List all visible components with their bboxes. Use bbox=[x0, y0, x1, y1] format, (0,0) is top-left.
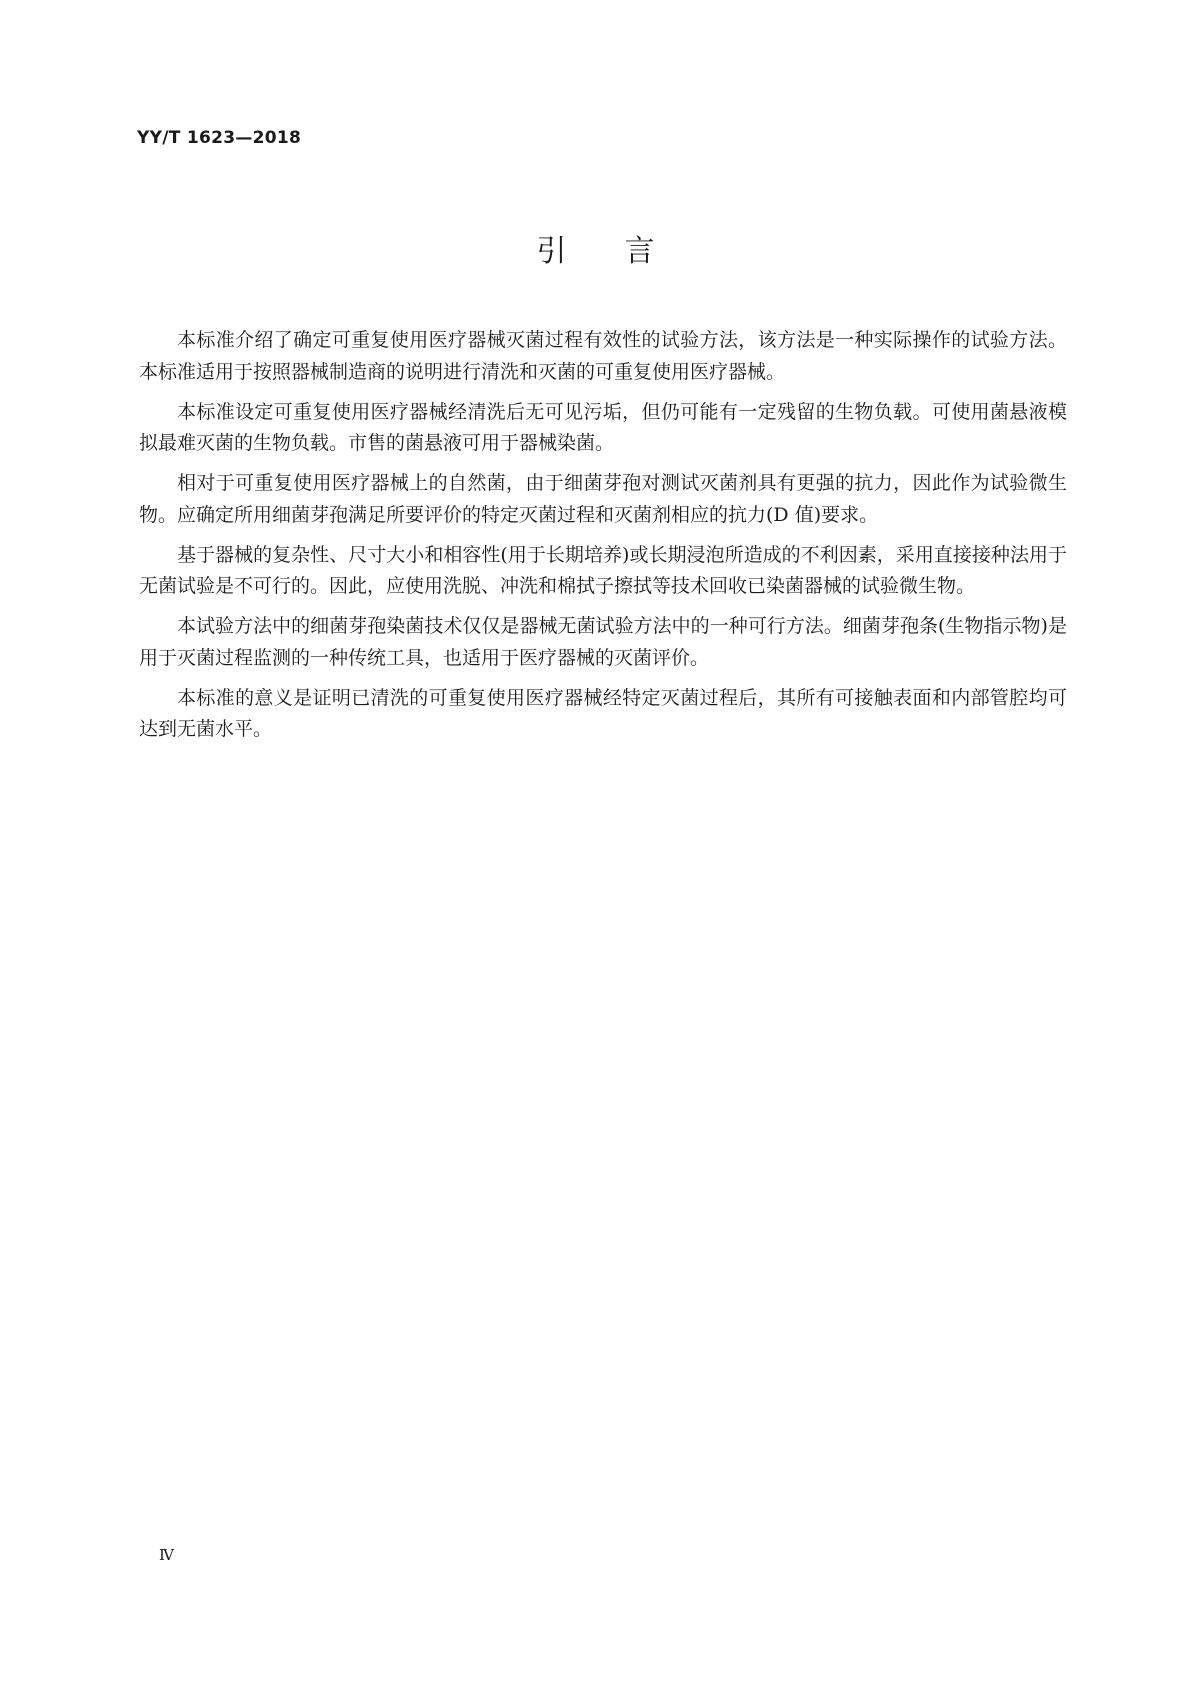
standard-code: YY/T 1623—2018 bbox=[137, 128, 302, 148]
section-title bbox=[0, 226, 1191, 270]
paragraph: 相对于可重复使用医疗器械上的自然菌，由于细菌芽孢对测试灭菌剂具有更强的抗力，因此作为试验微生物。应确定所用细菌芽孢满足所要评价的特定灭菌过程和灭菌剂相应的抗力(D 值)要求。 bbox=[139, 472, 1067, 526]
paragraph: 本标准设定可重复使用医疗器械经清洗后无可见污垢，但仍可能有一定残留的生物负载。可使用菌悬液模拟最难灭菌的生物负载。市售的菌悬液可用于器械染菌。 bbox=[139, 400, 1067, 454]
page-number: Ⅳ bbox=[159, 1546, 174, 1564]
paragraph: 本试验方法中的细菌芽孢染菌技术仅仅是器械无菌试验方法中的一种可行方法。细菌芽孢条(生物指示物)是用于灭菌过程监测的一种传统工具，也适用于医疗器械的灭菌评价。 bbox=[139, 615, 1067, 669]
paragraph: 本标准的意义是证明已清洗的可重复使用医疗器械经特定灭菌过程后，其所有可接触表面和内部管腔均可达到无菌水平。 bbox=[139, 686, 1067, 740]
section-title-char-1: 引 bbox=[536, 234, 567, 269]
section-title-char-2: 言 bbox=[624, 234, 655, 269]
paragraph: 本标准介绍了确定可重复使用医疗器械灭菌过程有效性的试验方法，该方法是一种实际操作的试验方法。本标准适用于按照器械制造商的说明进行清洗和灭菌的可重复使用医疗器械。 bbox=[139, 329, 1067, 383]
paragraph: 基于器械的复杂性、尺寸大小和相容性(用于长期培养)或长期浸泡所造成的不利因素，采用直接接种法用于无菌试验是不可行的。因此，应使用洗脱、冲洗和棉拭子擦拭等技术回收已染菌器械的试验微生物。 bbox=[139, 543, 1067, 597]
introduction-body bbox=[139, 325, 1067, 754]
